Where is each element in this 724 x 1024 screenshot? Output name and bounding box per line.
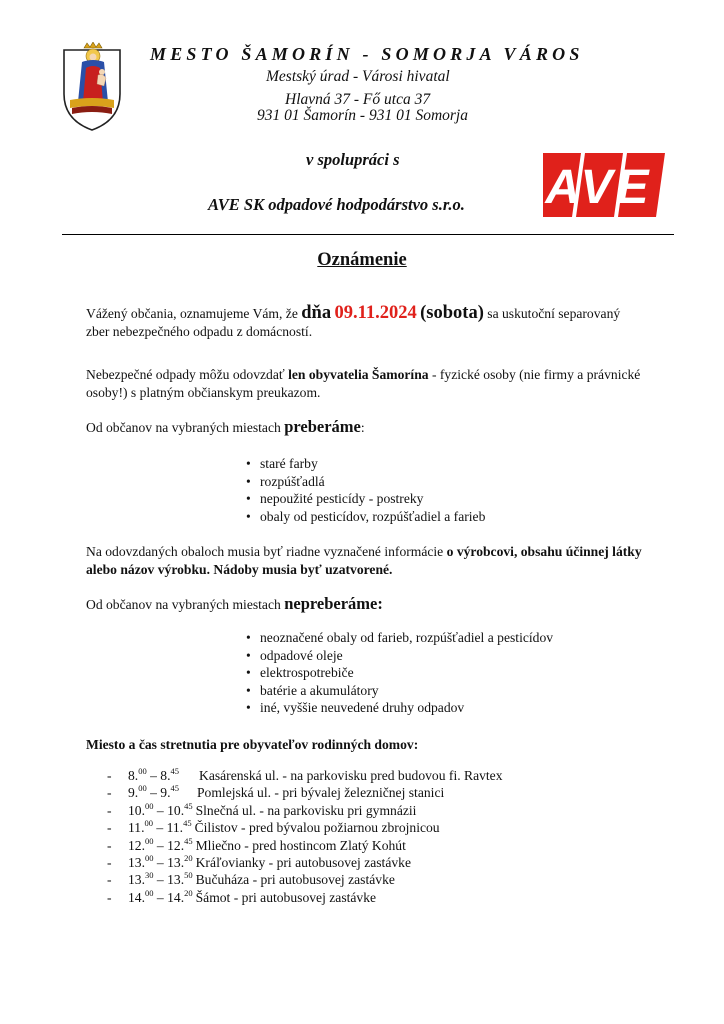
schedule-place: Šámot - pri autobusovej zastávke	[195, 889, 377, 905]
company-name: AVE SK odpadové hodpodárstvo s.r.o.	[208, 195, 465, 214]
time-from-hour: 9.	[128, 785, 139, 801]
schedule-dash: -	[107, 854, 112, 870]
address-line-office: Mestský úrad - Városi hivatal	[266, 68, 450, 85]
eligibility-bold: len obyvatelia Šamorína	[288, 367, 429, 382]
schedule-title: Miesto a čas stretnutia pre obyvateľov rodinných domov:	[86, 737, 419, 752]
time-to-minute: 45	[170, 783, 179, 794]
cooperation-label: v spolupráci s	[306, 150, 400, 169]
schedule-place: Bučuháza - pri autobusovej zastávke	[195, 872, 395, 888]
time-from-minute: 00	[145, 852, 154, 863]
schedule-dash: -	[107, 837, 112, 853]
list-item: • nepoužité pesticídy - postreky	[246, 490, 485, 508]
labeling-intro: Na odovzdaných obaloch musia byť riadne vyznačené informácie	[86, 544, 447, 559]
list-item: • obaly od pesticídov, rozpúšťadiel a farieb	[246, 508, 485, 526]
eligibility-rest: - fyzické osoby (nie firmy a právnické osoby!) s platným občianskym preukazom.	[86, 367, 641, 400]
time-to-hour: 11.	[166, 820, 184, 836]
time-to-minute: 20	[184, 887, 193, 898]
time-from-hour: 11.	[128, 820, 145, 836]
time-to-hour: 13.	[167, 872, 185, 888]
schedule-dash: -	[107, 802, 112, 818]
time-to-minute: 50	[184, 870, 193, 881]
schedule-time: 10.00 – 10.45	[128, 800, 193, 818]
time-from-hour: 14.	[128, 889, 145, 905]
not-accepted-keyword: nepreberáme:	[284, 594, 383, 613]
address-line-postal: 931 01 Šamorín - 931 01 Somorja	[257, 107, 468, 124]
schedule-time: 9.00 – 9.45	[128, 783, 179, 801]
paragraph-labeling	[86, 543, 646, 578]
day-word: dňa	[301, 303, 332, 323]
schedule-dash: -	[107, 768, 112, 783]
ave-logo-text: AVE	[545, 161, 653, 214]
eligibility-intro: Nebezpečné odpady môžu odovzdať	[86, 367, 289, 382]
time-from-minute: 00	[145, 835, 154, 846]
schedule-dash: -	[107, 889, 112, 905]
list-item: • iné, vyššie neuvedené druhy odpadov	[246, 699, 553, 717]
not-accepted-intro-text: Od občanov na vybraných miestach	[86, 597, 285, 612]
city-title: MESTO ŠAMORÍN - SOMORJA VÁROS	[150, 44, 584, 64]
collection-date: 09.11.2024	[334, 303, 417, 323]
time-to-minute: 45	[183, 818, 192, 829]
schedule-place: Kasárenská ul. - na parkovisku pred budovou fi. Ravtex	[199, 768, 503, 783]
schedule-place: Pomlejská ul. - pri bývalej železničnej stanici	[197, 785, 445, 801]
paragraph-not-accepted-intro	[86, 595, 646, 614]
time-from-hour: 12.	[128, 837, 145, 853]
coat-of-arms-icon	[62, 42, 122, 132]
time-from-hour: 13.	[128, 872, 145, 888]
time-from-minute: 30	[145, 870, 154, 881]
list-item: • odpadové oleje	[246, 647, 553, 665]
time-from-minute: 00	[144, 818, 153, 829]
time-from-minute: 00	[138, 783, 147, 794]
schedule-time: 13.30 – 13.50	[128, 870, 193, 888]
time-to-hour: 9.	[160, 785, 171, 801]
paragraph-date-intro: Vážený občania, oznamujeme Vám, že	[86, 306, 302, 321]
list-item: • elektrospotrebiče	[246, 664, 553, 682]
schedule-dash: -	[107, 785, 112, 801]
schedule-dash: -	[107, 820, 112, 836]
time-from-minute: 00	[138, 766, 147, 776]
accepted-colon: :	[360, 420, 365, 435]
accepted-keyword: preberáme	[284, 417, 361, 436]
time-to-hour: 10.	[167, 802, 185, 818]
page-title: Oznámenie	[317, 250, 407, 270]
schedule-place: Slnečná ul. - na parkovisku pri gymnázii	[195, 802, 417, 818]
time-from-hour: 8.	[128, 768, 139, 783]
time-to-minute: 45	[184, 800, 193, 811]
schedule-time: 11.00 – 11.45	[128, 818, 192, 836]
time-to-minute: 45	[170, 766, 179, 776]
ave-logo	[543, 153, 665, 217]
schedule-place: Mliečno - pred hostincom Zlatý Kohút	[195, 837, 406, 853]
address-line-street: Hlavná 37 - Fő utca 37	[285, 91, 431, 108]
schedule-time: 13.00 – 13.20	[128, 852, 193, 870]
collection-weekday: (sobota)	[420, 303, 484, 323]
time-from-minute: 00	[145, 800, 154, 811]
time-from-hour: 10.	[128, 802, 145, 818]
paragraph-accepted-intro	[86, 418, 646, 437]
list-item: • rozpúšťadlá	[246, 473, 485, 491]
accepted-intro-text: Od občanov na vybraných miestach	[86, 420, 285, 435]
time-to-minute: 45	[184, 835, 193, 846]
paragraph-eligibility	[86, 366, 646, 401]
time-to-minute: 20	[184, 852, 193, 863]
schedule-time: 8.00 – 8.45	[128, 766, 179, 783]
schedule-dash: -	[107, 872, 112, 888]
paragraph-date-rest: sa uskutoční separovaný zber nebezpečného odpadu z domácností.	[86, 306, 621, 339]
header-divider	[62, 234, 674, 235]
list-item: • batérie a akumulátory	[246, 682, 553, 700]
not-accepted-list	[246, 629, 553, 717]
time-to-hour: 8.	[160, 768, 171, 783]
list-item: • staré farby	[246, 455, 485, 473]
schedule-time: 14.00 – 14.20	[128, 887, 193, 905]
time-to-hour: 13.	[167, 854, 185, 870]
time-from-hour: 13.	[128, 854, 145, 870]
time-from-minute: 00	[145, 887, 154, 898]
schedule-place: Čilistov - pred bývalou požiarnou zbrojnicou	[194, 820, 440, 836]
list-item: • neoznačené obaly od farieb, rozpúšťadiel a pesticídov	[246, 629, 553, 647]
schedule-place: Kráľovianky - pri autobusovej zastávke	[195, 854, 411, 870]
accepted-list	[246, 455, 485, 525]
labeling-bold: o výrobcovi, obsahu účinnej látky alebo názov výrobku. Nádoby musia byť uzatvorené.	[86, 544, 642, 577]
time-to-hour: 14.	[167, 889, 185, 905]
schedule-time: 12.00 – 12.45	[128, 835, 193, 853]
paragraph-date	[86, 305, 646, 340]
time-to-hour: 12.	[167, 837, 185, 853]
